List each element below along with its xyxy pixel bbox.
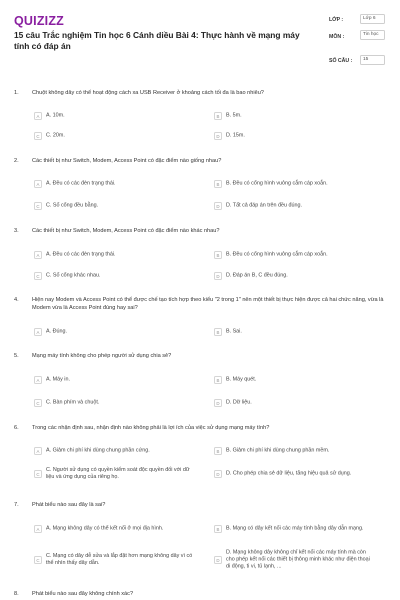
question-text: Các thiết bị như Switch, Modem, Access Point có đặc điểm nào giống nhau? xyxy=(32,158,222,164)
question-number: 6. xyxy=(14,425,19,431)
question-number: 4. xyxy=(14,297,19,303)
question-text: Phát biểu nào sau đây là sai? xyxy=(32,502,106,508)
question-number: 1. xyxy=(14,90,19,96)
question-number: 3. xyxy=(14,228,19,234)
class-label: LỚP : xyxy=(329,17,344,23)
question-text: Phát biểu nào sau đây không chính xác? xyxy=(32,591,134,597)
class-value: Lớp 6 xyxy=(360,14,385,24)
question-text: Các thiết bị như Switch, Modem, Access Point có đặc điểm nào khác nhau? xyxy=(32,228,220,234)
question-number: 5. xyxy=(14,353,19,359)
subject-value: Tin học xyxy=(360,30,385,40)
quizizz-logo: QUIZIZZ xyxy=(14,14,65,28)
question-number: 7. xyxy=(14,502,19,508)
subject-label: MÔN : xyxy=(329,34,345,40)
question-text: Chuột không dây có thể hoạt động cách xa USB Receiver ở khoảng cách tối đa là bao nhiêu? xyxy=(32,90,264,96)
question-number: 2. xyxy=(14,158,19,164)
page-header xyxy=(0,0,400,72)
question-text: Trong các nhận định sau, nhận định nào không phải là lợi ích của việc sử dụng mạng máy tính? xyxy=(32,425,270,431)
question-number: 8. xyxy=(14,591,19,597)
question-count-value: 15 xyxy=(360,55,385,65)
question-text: Hiện nay Modem và Access Point có thể được chế tạo tích hợp theo kiểu "2 trong 1" nên một thiết bị thực hiện được cả hai chức năng, vừa là Modem vừa là Access Point đúng hay sai? xyxy=(32,297,384,311)
question-count-label: SỐ CÂU : xyxy=(329,58,353,64)
page-title: 15 câu Trắc nghiệm Tin học 6 Cánh diều Bài 4: Thực hành về mạng máy tính có đáp án xyxy=(14,30,300,51)
question-text: Mạng máy tính không cho phép người sử dụng chia sẻ? xyxy=(32,353,172,359)
